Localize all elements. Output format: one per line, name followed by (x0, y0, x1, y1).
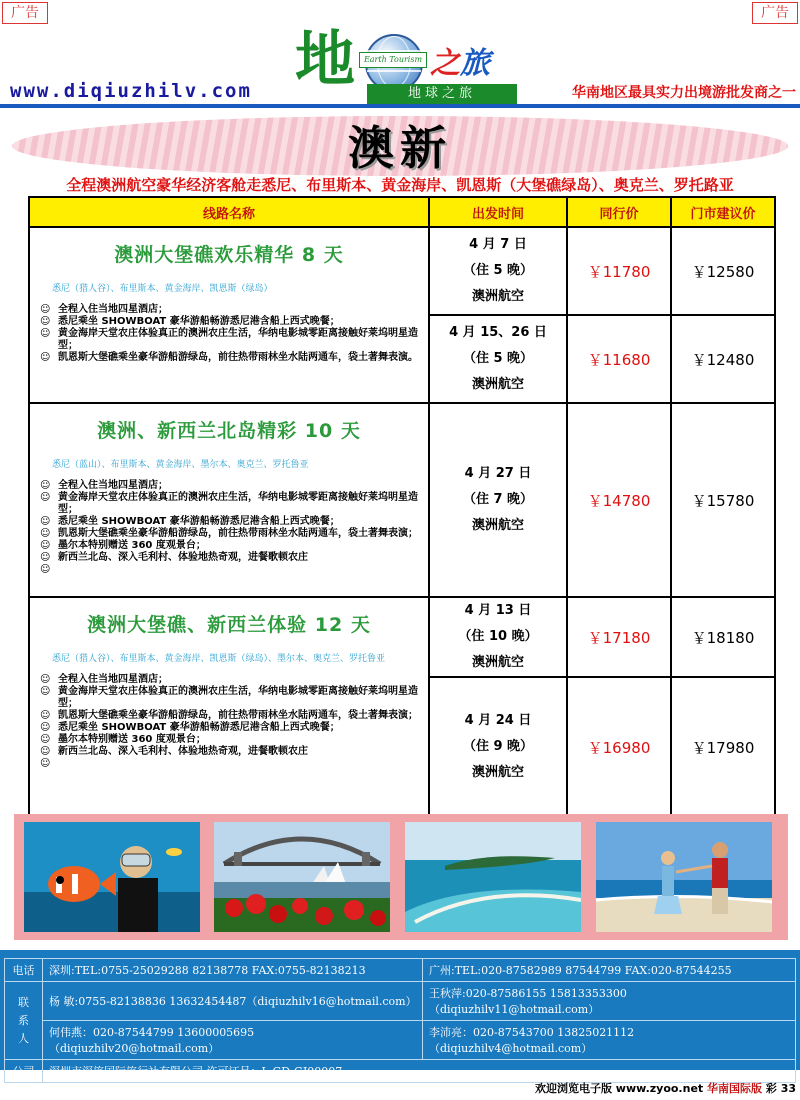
logo-lv: 旅 (460, 46, 490, 81)
beach-island-photo (405, 822, 581, 932)
departure-airline: 澳洲航空 (471, 765, 524, 780)
route-cell (29, 403, 429, 597)
departure-cell (429, 315, 567, 403)
departure-date: 4 月 24 日 (464, 713, 532, 728)
route-cities: 悉尼（蓝山）、布里斯本、黄金海岸、墨尔本、奥克兰、罗托鲁亚 (52, 460, 309, 470)
departure-date: 4 月 15、26 日 (449, 325, 547, 340)
route-features (36, 674, 422, 758)
table-header-row (29, 197, 775, 227)
tour-subtitle: 全程澳洲航空豪华经济客舱走悉尼、布里斯本、黄金海岸、凯恩斯（大堡礁绿岛）、奥克兰、罗托路亚 (66, 176, 734, 194)
contact-person[interactable]: 李沛亮：020-87543700 13825021112（diqiuzhilv4@hotmail.com） (423, 1021, 796, 1060)
retail-price: ￥12580 (671, 227, 775, 315)
logo-zhi: 之 (430, 46, 460, 81)
list-item: ☺ 凯恩斯大堡礁乘坐豪华游船游绿岛，前往热带雨林坐水陆两通车，袋土著舞表演； (36, 528, 422, 540)
departure-stay: （住 9 晚） (462, 739, 534, 754)
website-url[interactable]: www.diqiuzhilv.com (10, 80, 252, 102)
ad-tag: 广告 (752, 2, 798, 24)
list-item: ☺ 新西兰北岛、深入毛利村、体验地热奇观，进餐歌顿农庄 (36, 746, 422, 758)
departure-airline: 澳洲航空 (471, 377, 524, 392)
company-tagline: 华南地区最具实力出境游批发商之一 (572, 85, 796, 101)
header-divider (0, 104, 800, 108)
route-cities: 悉尼（猎人谷）、布里斯本、黄金海岸、凯恩斯（绿岛）、墨尔本、奥克兰、罗托鲁亚 (52, 654, 386, 664)
page-title: 澳新 (348, 121, 452, 175)
diver-photo (24, 822, 200, 932)
peer-price: ￥11680 (567, 315, 671, 403)
peer-price: ￥16980 (567, 677, 671, 817)
table-row (5, 959, 796, 982)
table-row (29, 403, 775, 597)
header-peer-price: 同行价 (567, 197, 671, 227)
retail-price: ￥17980 (671, 677, 775, 817)
departure-date: 4 月 27 日 (464, 466, 532, 481)
company-label: 公司 (5, 1060, 43, 1083)
route-features (36, 480, 422, 564)
retail-price: ￥12480 (671, 315, 775, 403)
departure-cell (429, 227, 567, 315)
departure-cell (429, 677, 567, 817)
header-departure: 出发时间 (429, 197, 567, 227)
list-item: ☺ 新西兰北岛、深入毛利村、体验地热奇观，进餐歌顿农庄 (36, 552, 422, 564)
list-item: ☺ 凯恩斯大堡礁乘坐豪华游船游绿岛，前往热带雨林坐水陆两通车，袋土著舞表演。 (36, 352, 422, 364)
page-footer (535, 1080, 796, 1096)
table-row (29, 597, 775, 677)
route-title: 澳洲、新西兰北岛精彩 10 天 (97, 420, 361, 442)
shenzhen-phone[interactable]: 深圳:TEL:0755-25029288 82138778 FAX:0755-82138213 (43, 959, 423, 982)
departure-date: 4 月 13 日 (464, 603, 532, 618)
departure-airline: 澳洲航空 (471, 655, 524, 670)
ad-tag: 广告 (2, 2, 48, 24)
route-cities: 悉尼（猎人谷）、布里斯本、黄金海岸、凯恩斯（绿岛） (52, 284, 273, 294)
retail-price: ￥15780 (671, 403, 775, 597)
departure-cell (429, 597, 567, 677)
table-row (5, 1021, 796, 1060)
logo-big-char: 地 (295, 25, 355, 95)
guangzhou-phone[interactable]: 广州:TEL:020-87582989 87544799 FAX:020-87544255 (423, 959, 796, 982)
departure-cell (429, 403, 567, 597)
contact-person[interactable]: 杨 敏:0755-82138836 13632454487（diqiuzhilv16@hotmail.com） (43, 982, 423, 1021)
contact-person[interactable]: 王秋萍:020-87586155 15813353300（diqiuzhilv11@hotmail.com） (423, 982, 796, 1021)
retail-price: ￥18180 (671, 597, 775, 677)
footer-brand: 华南国际版 (707, 1082, 763, 1095)
list-item: ☺ 悉尼乘坐 SHOWBOAT 豪华游船畅游悉尼港含船上西式晚餐； (36, 316, 422, 328)
table-row (5, 982, 796, 1021)
departure-stay: （住 5 晚） (462, 351, 534, 366)
company-info: 深圳市深旅国际旅行社有限公司 许可证号：L-GD-GJ00007 (43, 1060, 796, 1083)
list-item: ☺ 全程入住当地四星酒店； (36, 674, 422, 686)
peer-price: ￥14780 (567, 403, 671, 597)
logo-subtitle: 地球之旅 (367, 84, 517, 104)
list-item: ☺ 黄金海岸天堂农庄体验真正的澳洲农庄生活，华纳电影城零距离接触好莱坞明星造型； (36, 686, 422, 710)
departure-date: 4 月 7 日 (469, 237, 527, 252)
departure-stay: （住 5 晚） (462, 263, 534, 278)
contact-table (4, 958, 796, 1083)
peer-price: ￥11780 (567, 227, 671, 315)
header-route-name: 线路名称 (29, 197, 429, 227)
route-title: 澳洲大堡礁欢乐精华 8 天 (114, 244, 344, 266)
list-item: ☺ 墨尔本特别赠送 360 度观景台； (36, 734, 422, 746)
contacts-label: 联 系 人 (5, 982, 43, 1060)
route-cell (29, 227, 429, 403)
route-cell (29, 597, 429, 817)
footer-text[interactable]: 欢迎浏览电子版 www.zyoo.net (534, 1082, 704, 1095)
list-item: ☺ 全程入住当地四星酒店； (36, 480, 422, 492)
departure-stay: （住 7 晚） (462, 492, 534, 507)
peer-price: ￥17180 (567, 597, 671, 677)
table-row (29, 227, 775, 315)
list-item: ☺ 悉尼乘坐 SHOWBOAT 豪华游船畅游悉尼港含船上西式晚餐； (36, 516, 422, 528)
tour-price-table (28, 196, 776, 818)
photo-strip (14, 814, 788, 940)
list-item: ☺ 凯恩斯大堡礁乘坐豪华游船游绿岛，前往热带雨林坐水陆两通车，袋土著舞表演； (36, 710, 422, 722)
list-item: ☺ 全程入住当地四星酒店； (36, 304, 422, 316)
logo-globe-label: Earth Tourism (359, 52, 427, 68)
list-item: ☺ 悉尼乘坐 SHOWBOAT 豪华游船畅游悉尼港含船上西式晚餐； (36, 722, 422, 734)
departure-stay: （住 10 晚） (458, 629, 538, 644)
list-item: ☺ 墨尔本特别赠送 360 度观景台； (36, 540, 422, 552)
contact-person[interactable]: 何伟燕：020-87544799 13600005695（diqiuzhilv20@hotmail.com） (43, 1021, 423, 1060)
company-logo (295, 25, 535, 104)
departure-airline: 澳洲航空 (471, 518, 524, 533)
phone-label: 电话 (5, 959, 43, 982)
list-item: ☺ 黄金海岸天堂农庄体验真正的澳洲农庄生活，华纳电影城零距离接触好莱坞明星造型； (36, 328, 422, 352)
beach-couple-photo (596, 822, 772, 932)
list-item: ☺ 黄金海岸天堂农庄体验真正的澳洲农庄生活，华纳电影城零距离接触好莱坞明星造型； (36, 492, 422, 516)
departure-airline: 澳洲航空 (471, 289, 524, 304)
header-retail-price: 门市建议价 (671, 197, 775, 227)
route-features (36, 304, 422, 364)
page-number: 彩 33 (765, 1082, 796, 1095)
route-title: 澳洲大堡礁、新西兰体验 12 天 (87, 614, 371, 636)
sydney-harbour-photo (214, 822, 390, 932)
